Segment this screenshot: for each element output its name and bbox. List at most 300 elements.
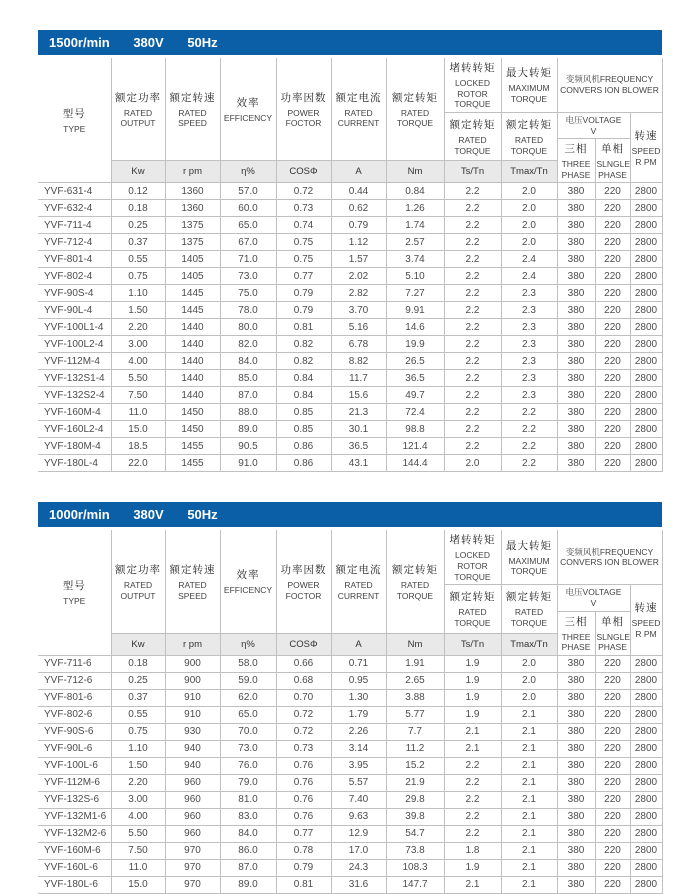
col-header-three-phase (557, 139, 595, 183)
cell: 1.9 (444, 689, 501, 706)
cell: 220 (595, 723, 630, 740)
cell: 2.2 (501, 421, 557, 438)
cell-type: YVF-711-6 (38, 655, 111, 672)
cell-type: YVF-802-4 (38, 268, 111, 285)
cell: 1.50 (111, 757, 165, 774)
table-row (38, 455, 662, 472)
table-header (38, 58, 662, 183)
cell: 36.5 (386, 370, 444, 387)
cell: 15.2 (386, 757, 444, 774)
col-header-type-en: TYPE (63, 596, 86, 607)
cell: 6.78 (331, 336, 386, 353)
cell: 380 (557, 689, 595, 706)
col-header-blower-label: 变频风机FREQUENCY CONVERS ION BLOWER (560, 546, 659, 568)
cell: 90.5 (220, 438, 276, 455)
cell: 1.9 (444, 672, 501, 689)
cell: 220 (595, 842, 630, 859)
cell: 220 (595, 302, 630, 319)
table-row (38, 808, 662, 825)
cell: 2.2 (444, 757, 501, 774)
cell: 220 (595, 285, 630, 302)
cell: 0.18 (111, 200, 165, 217)
cell: 220 (595, 791, 630, 808)
cell: 2.1 (444, 876, 501, 893)
cell: 0.76 (276, 791, 331, 808)
cell: 30.1 (331, 421, 386, 438)
cell: 0.44 (331, 183, 386, 200)
cell-type: YVF-90S-4 (38, 285, 111, 302)
cell: 960 (165, 791, 220, 808)
cell: 2800 (630, 876, 662, 893)
cell-type: YVF-100L1-4 (38, 319, 111, 336)
col-header-max-sub-en: RATED TORQUE (510, 134, 548, 156)
cell: 84.0 (220, 353, 276, 370)
cell: 7.50 (111, 842, 165, 859)
spec-table (38, 58, 663, 472)
cell: 73.8 (386, 842, 444, 859)
cell-type: YVF-801-4 (38, 251, 111, 268)
cell: 2800 (630, 251, 662, 268)
cell: 65.0 (220, 217, 276, 234)
unit-ampere: A (331, 161, 386, 183)
cell: 0.84 (276, 370, 331, 387)
cell: 940 (165, 740, 220, 757)
cell: 220 (595, 438, 630, 455)
col-header-rated-current (331, 530, 386, 633)
cell-type: YVF-100L-6 (38, 757, 111, 774)
cell: 0.77 (276, 825, 331, 842)
cell: 2800 (630, 455, 662, 472)
cell: 220 (595, 876, 630, 893)
cell: 2800 (630, 200, 662, 217)
col-header-voltage (557, 585, 630, 611)
cell: 380 (557, 791, 595, 808)
cell: 2800 (630, 757, 662, 774)
cell: 0.76 (276, 774, 331, 791)
cell: 970 (165, 842, 220, 859)
cell: 380 (557, 200, 595, 217)
cell: 1455 (165, 438, 220, 455)
col-header-efficiency-en: EFFICENCY (223, 112, 273, 123)
cell-type: YVF-132M2-6 (38, 825, 111, 842)
col-header-max-sub-en: RATED TORQUE (510, 607, 548, 628)
cell: 2800 (630, 689, 662, 706)
cell: 2800 (630, 302, 662, 319)
cell: 1.10 (111, 285, 165, 302)
cell: 11.0 (111, 859, 165, 876)
col-header-rated-torque-en: RATED TORQUE (396, 107, 434, 129)
cell: 2.2 (444, 791, 501, 808)
cell: 2.2 (444, 438, 501, 455)
table-row (38, 234, 662, 251)
cell: 220 (595, 268, 630, 285)
cell: 0.78 (276, 842, 331, 859)
cell: 1.12 (331, 234, 386, 251)
table-row (38, 757, 662, 774)
cell: 970 (165, 859, 220, 876)
cell: 0.37 (111, 234, 165, 251)
col-header-rated-current-en: RATED CURRENT (337, 579, 380, 601)
table-row (38, 353, 662, 370)
cell: 3.00 (111, 791, 165, 808)
table-section (38, 30, 662, 472)
col-header-type (38, 530, 111, 655)
cell: 0.84 (276, 387, 331, 404)
col-header-rated-current-en: RATED CURRENT (337, 107, 380, 129)
cell: 910 (165, 706, 220, 723)
cell: 67.0 (220, 234, 276, 251)
cell: 380 (557, 404, 595, 421)
cell: 2800 (630, 353, 662, 370)
cell: 0.79 (276, 859, 331, 876)
cell: 0.73 (276, 740, 331, 757)
col-header-rated-speed (165, 530, 220, 633)
cell: 0.81 (276, 876, 331, 893)
cell: 87.0 (220, 387, 276, 404)
cell: 380 (557, 268, 595, 285)
cell: 1375 (165, 217, 220, 234)
cell: 2.0 (501, 183, 557, 200)
cell: 0.70 (276, 689, 331, 706)
cell-type: YVF-160M-6 (38, 842, 111, 859)
col-header-locked-sub-zh: 额定转矩 (449, 591, 496, 604)
cell: 2.0 (501, 200, 557, 217)
cell: 2.2 (444, 234, 501, 251)
cell: 220 (595, 757, 630, 774)
cell: 380 (557, 234, 595, 251)
table-row (38, 859, 662, 876)
col-header-locked-rotor-en: LOCKED ROTOR TORQUE (454, 78, 491, 110)
table-row (38, 319, 662, 336)
cell: 0.95 (331, 672, 386, 689)
cell: 7.27 (386, 285, 444, 302)
cell: 98.8 (386, 421, 444, 438)
cell: 58.0 (220, 655, 276, 672)
col-header-max-torque-zh: 最大转矩 (506, 67, 552, 80)
cell-type: YVF-90L-6 (38, 740, 111, 757)
cell: 1.91 (386, 655, 444, 672)
cell-type: YVF-801-6 (38, 689, 111, 706)
cell: 0.55 (111, 706, 165, 723)
col-header-locked-rated-torque (444, 585, 501, 633)
col-header-maximum-torque (501, 58, 557, 112)
cell: 960 (165, 808, 220, 825)
col-header-voltage-zh: 电压VOLTAGE (565, 587, 622, 598)
col-header-rated-speed-zh: 额定转速 (169, 563, 216, 576)
table-row (38, 723, 662, 740)
cell: 2.3 (501, 353, 557, 370)
cell: 2.65 (386, 672, 444, 689)
cell: 2.4 (501, 251, 557, 268)
cell: 1.74 (386, 217, 444, 234)
cell: 2.2 (444, 217, 501, 234)
cell: 3.70 (331, 302, 386, 319)
col-header-rated-output (111, 530, 165, 633)
cell: 220 (595, 251, 630, 268)
cell: 2.1 (501, 808, 557, 825)
cell: 380 (557, 859, 595, 876)
cell: 0.72 (276, 706, 331, 723)
cell-type: YVF-802-6 (38, 706, 111, 723)
col-header-three-phase-zh: 三相 (564, 143, 588, 156)
cell: 380 (557, 353, 595, 370)
cell: 380 (557, 387, 595, 404)
cell: 2.2 (444, 251, 501, 268)
cell: 0.85 (276, 421, 331, 438)
table-title-frequency: 50Hz (187, 35, 218, 50)
cell: 0.73 (276, 200, 331, 217)
cell: 380 (557, 302, 595, 319)
cell: 2.2 (444, 268, 501, 285)
cell: 2800 (630, 285, 662, 302)
table-row (38, 421, 662, 438)
cell: 2800 (630, 825, 662, 842)
col-header-max-rated-torque (501, 112, 557, 160)
cell: 31.6 (331, 876, 386, 893)
cell: 2800 (630, 387, 662, 404)
col-header-three-phase-en: THREE PHASE (561, 159, 591, 180)
cell: 2.2 (444, 302, 501, 319)
cell: 22.0 (111, 455, 165, 472)
cell: 2800 (630, 183, 662, 200)
cell: 220 (595, 455, 630, 472)
cell: 0.75 (111, 723, 165, 740)
cell: 2.3 (501, 387, 557, 404)
cell: 9.91 (386, 302, 444, 319)
col-header-locked-sub-zh: 额定转矩 (449, 118, 496, 131)
col-header-max-sub-zh: 额定转矩 (506, 591, 552, 604)
cell: 0.25 (111, 672, 165, 689)
col-header-rated-torque (386, 530, 444, 633)
cell: 960 (165, 825, 220, 842)
cell: 1.79 (331, 706, 386, 723)
cell: 3.14 (331, 740, 386, 757)
cell: 900 (165, 672, 220, 689)
cell: 2.02 (331, 268, 386, 285)
table-title-bar (38, 30, 662, 55)
unit-ts-tn: Ts/Tn (444, 633, 501, 655)
col-header-locked-rotor-zh: 堵转转矩 (449, 62, 496, 74)
cell: 2.1 (444, 723, 501, 740)
cell: 5.10 (386, 268, 444, 285)
cell: 70.0 (220, 723, 276, 740)
cell: 1.30 (331, 689, 386, 706)
col-header-type-zh: 型号 (62, 107, 86, 120)
cell: 380 (557, 285, 595, 302)
cell: 220 (595, 404, 630, 421)
col-header-max-sub-zh: 额定转矩 (506, 118, 552, 131)
cell: 380 (557, 723, 595, 740)
cell: 2.2 (444, 774, 501, 791)
cell: 1450 (165, 421, 220, 438)
cell: 75.0 (220, 285, 276, 302)
cell: 84.0 (220, 825, 276, 842)
cell: 2.2 (444, 404, 501, 421)
col-header-blower-speed (630, 585, 662, 656)
cell: 3.88 (386, 689, 444, 706)
cell: 220 (595, 217, 630, 234)
col-header-locked-rated-torque (444, 112, 501, 160)
cell: 29.8 (386, 791, 444, 808)
cell: 220 (595, 672, 630, 689)
unit-efficiency: η% (220, 161, 276, 183)
cell: 2.1 (501, 842, 557, 859)
cell: 60.0 (220, 200, 276, 217)
cell: 2800 (630, 234, 662, 251)
table-row (38, 689, 662, 706)
cell: 1375 (165, 234, 220, 251)
cell: 0.72 (276, 183, 331, 200)
cell: 1445 (165, 285, 220, 302)
cell: 2.0 (501, 689, 557, 706)
col-header-rated-current-zh: 额定电流 (335, 91, 382, 104)
cell: 1.10 (111, 740, 165, 757)
col-header-frequency-conversion-blower (557, 58, 662, 112)
cell: 1455 (165, 455, 220, 472)
cell: 2.0 (501, 655, 557, 672)
cell: 87.0 (220, 859, 276, 876)
cell: 108.3 (386, 859, 444, 876)
col-header-rated-speed-zh: 额定转速 (169, 91, 216, 104)
cell: 0.18 (111, 655, 165, 672)
cell: 1.8 (444, 842, 501, 859)
table-row (38, 336, 662, 353)
col-header-power-factor-zh: 功率因数 (280, 91, 327, 104)
cell: 89.0 (220, 876, 276, 893)
cell-type: YVF-632-4 (38, 200, 111, 217)
col-header-blower-label: 变频风机FREQUENCY CONVERS ION BLOWER (560, 74, 659, 95)
cell: 380 (557, 455, 595, 472)
cell: 2.26 (331, 723, 386, 740)
cell: 0.76 (276, 757, 331, 774)
table-body (38, 183, 662, 472)
cell-type: YVF-90L-4 (38, 302, 111, 319)
cell: 9.63 (331, 808, 386, 825)
cell: 121.4 (386, 438, 444, 455)
table-row (38, 655, 662, 672)
spec-table (38, 530, 663, 893)
cell: 0.72 (276, 723, 331, 740)
cell: 380 (557, 757, 595, 774)
unit-efficiency: η% (220, 633, 276, 655)
cell: 11.0 (111, 404, 165, 421)
cell: 2.3 (501, 302, 557, 319)
cell: 5.50 (111, 370, 165, 387)
col-header-max-rated-torque (501, 585, 557, 633)
cell: 220 (595, 859, 630, 876)
cell: 2800 (630, 404, 662, 421)
cell: 88.0 (220, 404, 276, 421)
cell: 2.3 (501, 285, 557, 302)
cell: 220 (595, 336, 630, 353)
col-header-rated-torque-zh: 额定转矩 (392, 91, 438, 104)
cell: 1.57 (331, 251, 386, 268)
cell: 0.75 (111, 268, 165, 285)
cell: 17.0 (331, 842, 386, 859)
cell: 1445 (165, 302, 220, 319)
cell: 380 (557, 183, 595, 200)
cell: 57.0 (220, 183, 276, 200)
col-header-three-phase-zh: 三相 (564, 615, 588, 628)
cell: 1.9 (444, 706, 501, 723)
cell: 380 (557, 774, 595, 791)
cell: 147.7 (386, 876, 444, 893)
cell: 79.0 (220, 774, 276, 791)
cell: 0.86 (276, 455, 331, 472)
cell: 2800 (630, 319, 662, 336)
cell: 2.3 (501, 319, 557, 336)
cell: 380 (557, 740, 595, 757)
cell: 5.57 (331, 774, 386, 791)
cell: 1360 (165, 183, 220, 200)
col-header-power-factor-zh: 功率因数 (280, 563, 327, 576)
cell: 220 (595, 200, 630, 217)
cell: 380 (557, 672, 595, 689)
cell: 380 (557, 421, 595, 438)
cell: 0.82 (276, 336, 331, 353)
col-header-power-factor-en: POWER FOCTOR (285, 107, 322, 129)
col-header-max-torque-zh: 最大转矩 (506, 539, 552, 552)
table-row (38, 404, 662, 421)
table-row (38, 706, 662, 723)
cell: 2800 (630, 791, 662, 808)
cell: 2.1 (501, 774, 557, 791)
col-header-single-phase-en: SLNGLE PHASE (596, 159, 631, 180)
table-row (38, 183, 662, 200)
unit-tmax-tn: Tmax/Tn (501, 633, 557, 655)
cell: 15.0 (111, 421, 165, 438)
col-header-three-phase-en: THREE PHASE (561, 631, 591, 653)
cell: 380 (557, 438, 595, 455)
cell-type: YVF-711-4 (38, 217, 111, 234)
cell: 220 (595, 655, 630, 672)
col-header-max-torque-en: MAXIMUM TORQUE (508, 555, 550, 577)
cell: 900 (165, 655, 220, 672)
col-header-type (38, 58, 111, 183)
cell: 1405 (165, 251, 220, 268)
table-row (38, 302, 662, 319)
unit-tmax-tn: Tmax/Tn (501, 161, 557, 183)
cell: 36.5 (331, 438, 386, 455)
cell: 3.00 (111, 336, 165, 353)
cell: 220 (595, 740, 630, 757)
cell: 220 (595, 370, 630, 387)
col-header-rated-speed-en: RATED SPEED (178, 579, 207, 601)
col-header-blower-speed-zh: 转速 (634, 130, 658, 142)
cell: 2800 (630, 859, 662, 876)
table-row (38, 876, 662, 893)
cell-type: YVF-132S-6 (38, 791, 111, 808)
cell: 0.82 (276, 353, 331, 370)
cell: 7.50 (111, 387, 165, 404)
cell: 5.50 (111, 825, 165, 842)
col-header-efficiency (220, 58, 276, 161)
cell: 83.0 (220, 808, 276, 825)
cell: 14.6 (386, 319, 444, 336)
cell: 1440 (165, 336, 220, 353)
col-header-rated-output-en: RATED OUTPUT (120, 107, 156, 129)
cell: 220 (595, 319, 630, 336)
cell: 5.16 (331, 319, 386, 336)
table-row (38, 774, 662, 791)
cell: 2.82 (331, 285, 386, 302)
col-header-blower-speed-en: SPEED R PM (631, 618, 661, 639)
cell: 380 (557, 319, 595, 336)
col-header-blower-speed (630, 112, 662, 183)
cell: 2.3 (501, 370, 557, 387)
cell: 3.74 (386, 251, 444, 268)
cell: 0.76 (276, 808, 331, 825)
